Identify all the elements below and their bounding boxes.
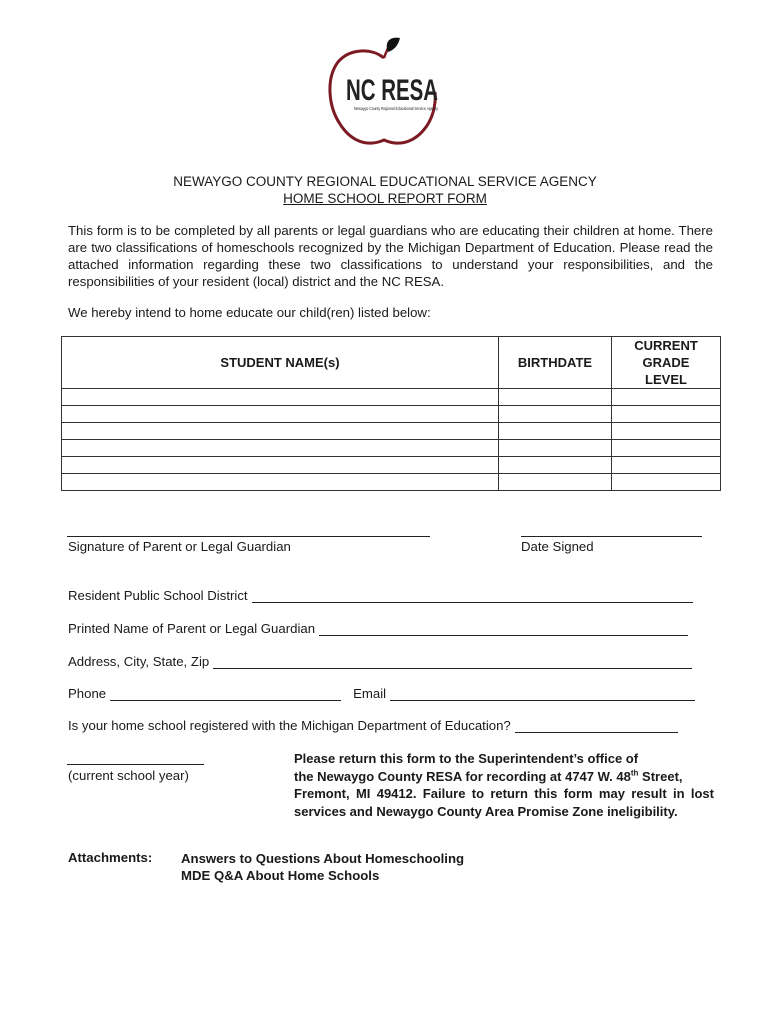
grade-cell[interactable] bbox=[612, 474, 721, 491]
date-signed-line[interactable] bbox=[521, 536, 702, 537]
birthdate-cell[interactable] bbox=[499, 457, 612, 474]
return-line2-text: the Newaygo County RESA for recording at 4747 W. 48 bbox=[294, 768, 631, 784]
student-name-cell[interactable] bbox=[62, 406, 499, 423]
district-input-line[interactable] bbox=[252, 590, 693, 603]
attachments-label: Attachments: bbox=[68, 850, 153, 865]
header-student-name: STUDENT NAME(s) bbox=[62, 337, 499, 389]
grade-cell[interactable] bbox=[612, 389, 721, 406]
students-table bbox=[61, 336, 721, 491]
parent-signature-line[interactable] bbox=[67, 536, 430, 537]
printed-name-field bbox=[68, 621, 688, 636]
attachment-item: Answers to Questions About Homeschooling bbox=[181, 851, 465, 866]
agency-title: NEWAYGO COUNTY REGIONAL EDUCATIONAL SERVICE AGENCY bbox=[173, 174, 597, 189]
attachments-list bbox=[181, 850, 464, 884]
header-birthdate: BIRTHDATE bbox=[499, 337, 612, 389]
table-row bbox=[62, 440, 721, 457]
phone-input-line[interactable] bbox=[110, 688, 341, 701]
header-grade-line2: GRADE bbox=[642, 355, 690, 370]
return-line2-post: Street, bbox=[638, 768, 683, 784]
grade-cell[interactable] bbox=[612, 423, 721, 440]
email-label: Email bbox=[353, 686, 387, 701]
header-grade bbox=[612, 337, 721, 389]
school-year-line[interactable] bbox=[67, 764, 204, 765]
grade-cell[interactable] bbox=[612, 406, 721, 423]
address-input-line[interactable] bbox=[213, 656, 692, 669]
birthdate-cell[interactable] bbox=[499, 406, 612, 423]
table-row bbox=[62, 389, 721, 406]
intend-statement: We hereby intend to home educate our child(ren) listed below: bbox=[68, 305, 431, 320]
birthdate-cell[interactable] bbox=[499, 474, 612, 491]
student-name-cell[interactable] bbox=[62, 440, 499, 457]
email-input-line[interactable] bbox=[390, 688, 695, 701]
return-line2 bbox=[294, 769, 683, 784]
header-grade-line3: LEVEL bbox=[645, 372, 687, 387]
return-line3: Fremont, MI 49412. Failure to return this form may result in lost services and Newaygo County Area Promise Zone ineligibility. bbox=[294, 786, 714, 819]
return-line2-sup: th bbox=[630, 768, 639, 778]
printed-name-input-line[interactable] bbox=[319, 623, 688, 636]
registered-label: Is your home school registered with the Michigan Department of Education? bbox=[68, 718, 511, 733]
date-signed-label: Date Signed bbox=[521, 539, 594, 554]
logo-wordmark: NC RESA bbox=[346, 74, 438, 107]
student-name-cell[interactable] bbox=[62, 423, 499, 440]
grade-cell[interactable] bbox=[612, 440, 721, 457]
form-title: HOME SCHOOL REPORT FORM bbox=[283, 191, 487, 206]
student-name-cell[interactable] bbox=[62, 457, 499, 474]
district-label: Resident Public School District bbox=[68, 588, 248, 603]
birthdate-cell[interactable] bbox=[499, 389, 612, 406]
address-label: Address, City, State, Zip bbox=[68, 654, 210, 669]
logo-subtitle: Newaygo County Regional Educational Service Agency bbox=[354, 106, 439, 111]
apple-logo-icon bbox=[326, 36, 444, 148]
table-header-row bbox=[62, 337, 721, 389]
nc-resa-logo bbox=[326, 36, 444, 148]
table-row bbox=[62, 474, 721, 491]
registered-input-line[interactable] bbox=[515, 720, 678, 733]
return-notice bbox=[294, 750, 714, 820]
birthdate-cell[interactable] bbox=[499, 423, 612, 440]
district-field bbox=[68, 588, 693, 603]
school-year-label: (current school year) bbox=[68, 768, 189, 783]
table-row bbox=[62, 423, 721, 440]
printed-name-label: Printed Name of Parent or Legal Guardian bbox=[68, 621, 316, 636]
phone-label: Phone bbox=[68, 686, 107, 701]
table-row bbox=[62, 457, 721, 474]
address-field bbox=[68, 654, 692, 669]
registered-field bbox=[68, 718, 678, 733]
student-name-cell[interactable] bbox=[62, 474, 499, 491]
birthdate-cell[interactable] bbox=[499, 440, 612, 457]
table-row bbox=[62, 406, 721, 423]
phone-email-field bbox=[68, 686, 695, 701]
student-name-cell[interactable] bbox=[62, 389, 499, 406]
intro-paragraph: This form is to be completed by all parents or legal guardians who are educating their children at home. There are two classifications of homeschools recognized by the Michigan Department of Education. Please read the attached information regarding these two classifications to understand your responsibilities, and the responsibilities of your resident (local) district and the NC RESA. bbox=[68, 223, 713, 289]
parent-signature-label: Signature of Parent or Legal Guardian bbox=[68, 539, 291, 554]
grade-cell[interactable] bbox=[612, 457, 721, 474]
return-line1: Please return this form to the Superintendent’s office of bbox=[294, 751, 639, 766]
attachment-item: MDE Q&A About Home Schools bbox=[181, 868, 380, 883]
header-grade-line1: CURRENT bbox=[634, 338, 698, 353]
